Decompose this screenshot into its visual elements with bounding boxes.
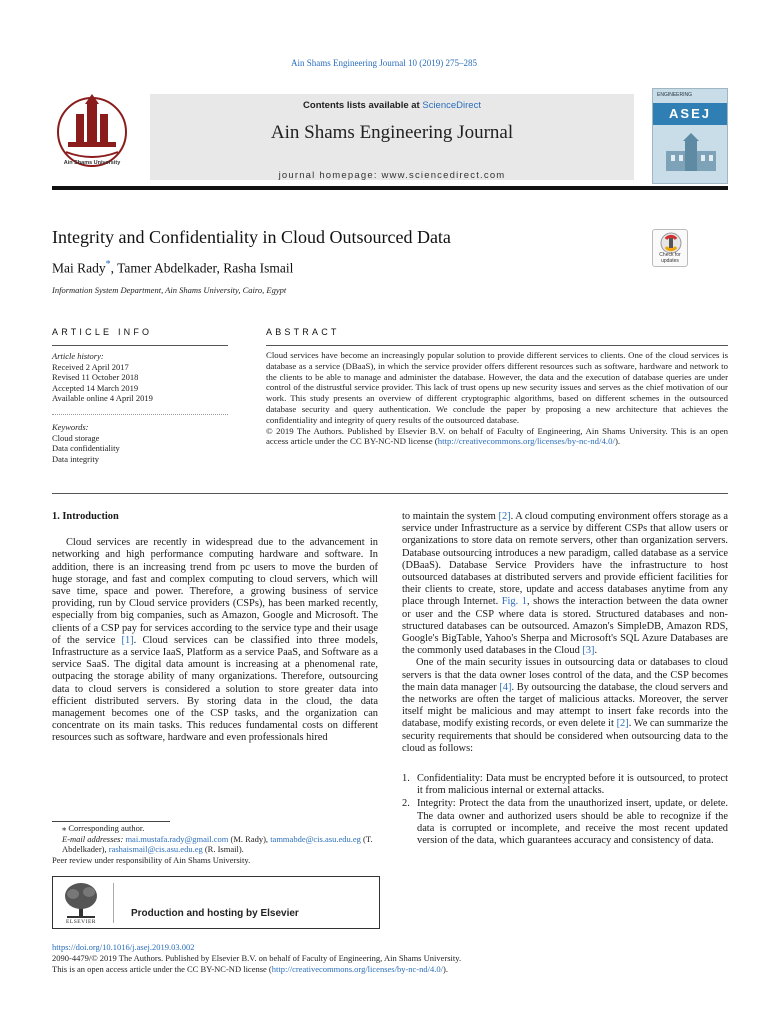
body-left-column [52,511,378,745]
body-paragraph [402,511,728,657]
figure-link[interactable]: Fig. 1 [501,596,527,608]
reference-link[interactable]: [2] [498,511,511,522]
article-title: Integrity and Confidentiality in Cloud Outsourced Data [52,227,451,247]
contents-prefix: Contents lists available at [303,100,423,111]
open-access-text: This is an open access article under the CC BY-NC-ND license ( [52,964,272,974]
publisher-text: Production and hosting by Elsevier [131,908,299,919]
journal-title: Ain Shams Engineering Journal [270,122,514,143]
journal-citation[interactable]: Ain Shams Engineering Journal 10 (2019) 275–285 [291,58,477,68]
body-text: One of the main security issues in outsourcing data or databases to cloud servers is that the data owner loses control of the data, and the CSP becomes the main data manager [402,657,728,693]
article-info-heading: ARTICLE INFO [52,327,153,337]
reference-link[interactable]: [4] [499,681,512,693]
abstract-paragraph: Cloud services have become an increasingly popular solution to provide different services to clients. One of the cloud services is database as a service (DBaaS), in which the service provider offers different resources such as software, hardware and network to the clients to be able to manage and administer the database. However, the data and the execution of database queries are under control of the distrustful service provider. This lack of trust opens up new security issues and serves as the chief motivation of our work. This study presents an overview of different cryptographic algorithms, based on different schemes in the outsourced database security and query authentication. We conclude the paper by proposing a new architecture that achieves the confidentiality and integrity of query results of the outsourced database. [266,350,728,425]
contents-line [150,100,634,111]
university-logo [52,88,132,184]
first-author: Mai Rady [52,260,106,276]
corresponding-author-mark[interactable]: * [105,259,111,270]
masthead-rule [52,186,728,190]
email-owner: (M. Rady), [228,833,271,844]
email-owner: (R. Ismail). [202,844,244,854]
peer-review-note: Peer review under responsibility of Ain Shams University. [52,854,251,865]
body-text: . By outsourcing the database, the cloud servers and the networks are often the target of malicious attacks. Moreover, the server itself might be malicious and may attempt to insert fake records into the database, modify existing records, or even delete it [402,681,729,730]
license-link[interactable]: http://creativecommons.org/licenses/by-nc-nd/4.0/ [271,964,443,974]
license-link[interactable]: http://creativecommons.org/licenses/by-nc-nd/4.0/ [437,436,615,447]
sciencedirect-link[interactable]: ScienceDirect [422,100,481,111]
keyword-item: Data integrity [52,453,99,464]
list-item [402,773,728,797]
other-authors: , Tamer Abdelkader, Rasha Ismail [110,260,294,276]
cover-building-icon [661,133,721,173]
list-number: 1. [402,773,410,785]
university-name: Ain Shams University [63,160,121,166]
email-owner: (T. Abdelkader), [62,833,373,854]
article-history [52,351,228,404]
body-text: . A cloud computing environment offers storage as a service under Infrastructure as a service by different CSPs that allow users or organizations to store data on remote servers, other than organization servers. Database outsourcing introduces a new paradigm, called database as a service (DBaaS). Database Service Providers have the infrastructure to host outsourced databases at distributed servers and provide efficient facilities for their clients to create, store, update and access databases anytime from any place through Internet. [402,511,728,608]
corresponding-author-note: ⁎ Corresponding author. [62,823,145,833]
email-addresses [52,834,378,855]
history-received: Received 2 April 2017 [52,361,129,372]
keyword-item: Cloud storage [52,432,100,443]
body-text: . We can summarize the security requirements that should be considered when outsourcing data to the cloud as follows: [402,718,729,754]
check-for-updates-badge[interactable] [652,229,688,267]
list-text: Confidentiality: Data must be encrypted before it is outsourced, to protect it from malicious internal or external attacks. [417,773,728,797]
reference-link[interactable]: [3] [582,645,595,657]
abstract-bottom-rule [52,493,728,494]
journal-banner [150,94,634,180]
history-label: Article history: [52,351,104,361]
body-paragraph [402,657,728,755]
keyword-item: Data confidentiality [52,443,120,453]
email-link[interactable]: tammabde@cis.asu.edu.eg [270,833,361,844]
history-revised: Revised 11 October 2018 [52,372,139,382]
body-right-column [402,511,728,848]
reference-link[interactable]: [2] [616,718,629,730]
copyright-end: ). [614,436,621,447]
history-accepted: Accepted 14 March 2019 [52,382,139,393]
footnote-rule [52,821,170,822]
university-crest-icon [52,88,132,184]
email-label: E-mail addresses: [62,833,126,844]
reference-link[interactable]: [1] [121,634,134,646]
list-item [402,798,728,847]
cover-top-text: ENGINEERING [657,92,693,98]
email-link[interactable]: mai.mustafa.rady@gmail.com [125,833,229,844]
abstract-copyright [266,426,728,448]
author-list [52,259,293,277]
copyright-text: © 2019 The Authors. Published by Elsevier B.V. on behalf of Faculty of Engineering, Ain Shams University. This is an open access article under the CC BY-NC-ND license ( [266,425,728,447]
publisher-separator [113,883,114,923]
abstract-rule [266,345,728,346]
footnotes [52,823,378,865]
info-separator [52,414,228,415]
doi-link[interactable]: https://doi.org/10.1016/j.asej.2019.03.002 [52,942,195,952]
elsevier-logo-text: ELSEVIER [66,919,96,925]
section-heading-introduction: 1. Introduction [52,511,119,522]
journal-masthead [52,88,728,184]
list-number: 2. [402,798,410,810]
body-text: , shows the interaction between the data owner or user and the CSP where data is stored. Structured databases and non-structured databases can be outsourced. Amazon's SimpleDB, Amazon RDS, Google's BigTable, Yahoo's Sherpa and Microsoft's SQL Azure Databases are the commonly used databases in the Cloud [402,596,728,657]
journal-homepage[interactable]: journal homepage: www.sciencedirect.com [278,170,506,181]
intro-text: . Cloud services can be classified into three models, Infrastructure as a service IaaS, Platform as a service PaaS, and Software as a service SaaS. The digital data amount is increasing at a phenomenal rate, outpacing the storage ability of many organizations. Therefore, outsourcing data to cloud servers is considered a solution to store greater data into efficient distributed servers. By storing data in the cloud, the data management becomes one of the CSP tasks, and the organization can concentrate on its main tasks. This reduces fundamental costs on different resources such as software, hardware and even professionals hired [52,634,378,744]
open-access-note [52,964,728,975]
abstract-heading: ABSTRACT [266,327,340,337]
history-online: Available online 4 April 2019 [52,393,153,403]
cover-band: ASEJ [653,103,727,125]
intro-paragraph [52,537,378,744]
body-text: to maintain the system [402,511,499,522]
open-access-end: ). [443,964,448,974]
keywords [52,422,228,464]
intro-text: Cloud services are recently in widespread due to the advancement in networking and high performance computing hardware and software. In addition, there is an increasing trend from pc users to move the burden of huge storage, and fast and complex computing to cloud servers, which will save time, space and power. Therefore, a growing business of service providing, run by Cloud service providers (CSPs), has been marked recently, especially from big companies, such as Amazon, Google and Microsoft. The clients of a CSP pay for services according to the service type and their usage of the service [52,537,378,646]
email-link[interactable]: rashaismail@cis.asu.edu.eg [108,844,203,854]
publisher-box [52,876,380,929]
body-text: . [594,645,598,657]
journal-cover[interactable] [652,88,728,184]
list-text: Integrity: Protect the data from the unauthorized insert, update, or delete. The data owner and authorized users should be able to recognize if the data is corrupted or incomplete, and receive the most recent updated version of the data, which guarantees accuracy and consistency of data. [417,798,728,847]
requirements-list [402,773,728,847]
keywords-label: Keywords: [52,422,89,432]
check-updates-label: Check for updates [659,252,681,264]
article-bottom-meta [52,942,728,975]
affiliation: Information System Department, Ain Shams University, Cairo, Egypt [52,285,287,295]
article-info-rule [52,345,228,346]
abstract-body [266,350,728,447]
issn-copyright: 2090-4479/© 2019 The Authors. Published by Elsevier B.V. on behalf of Faculty of Engineering, Ain Shams University. [52,953,462,963]
